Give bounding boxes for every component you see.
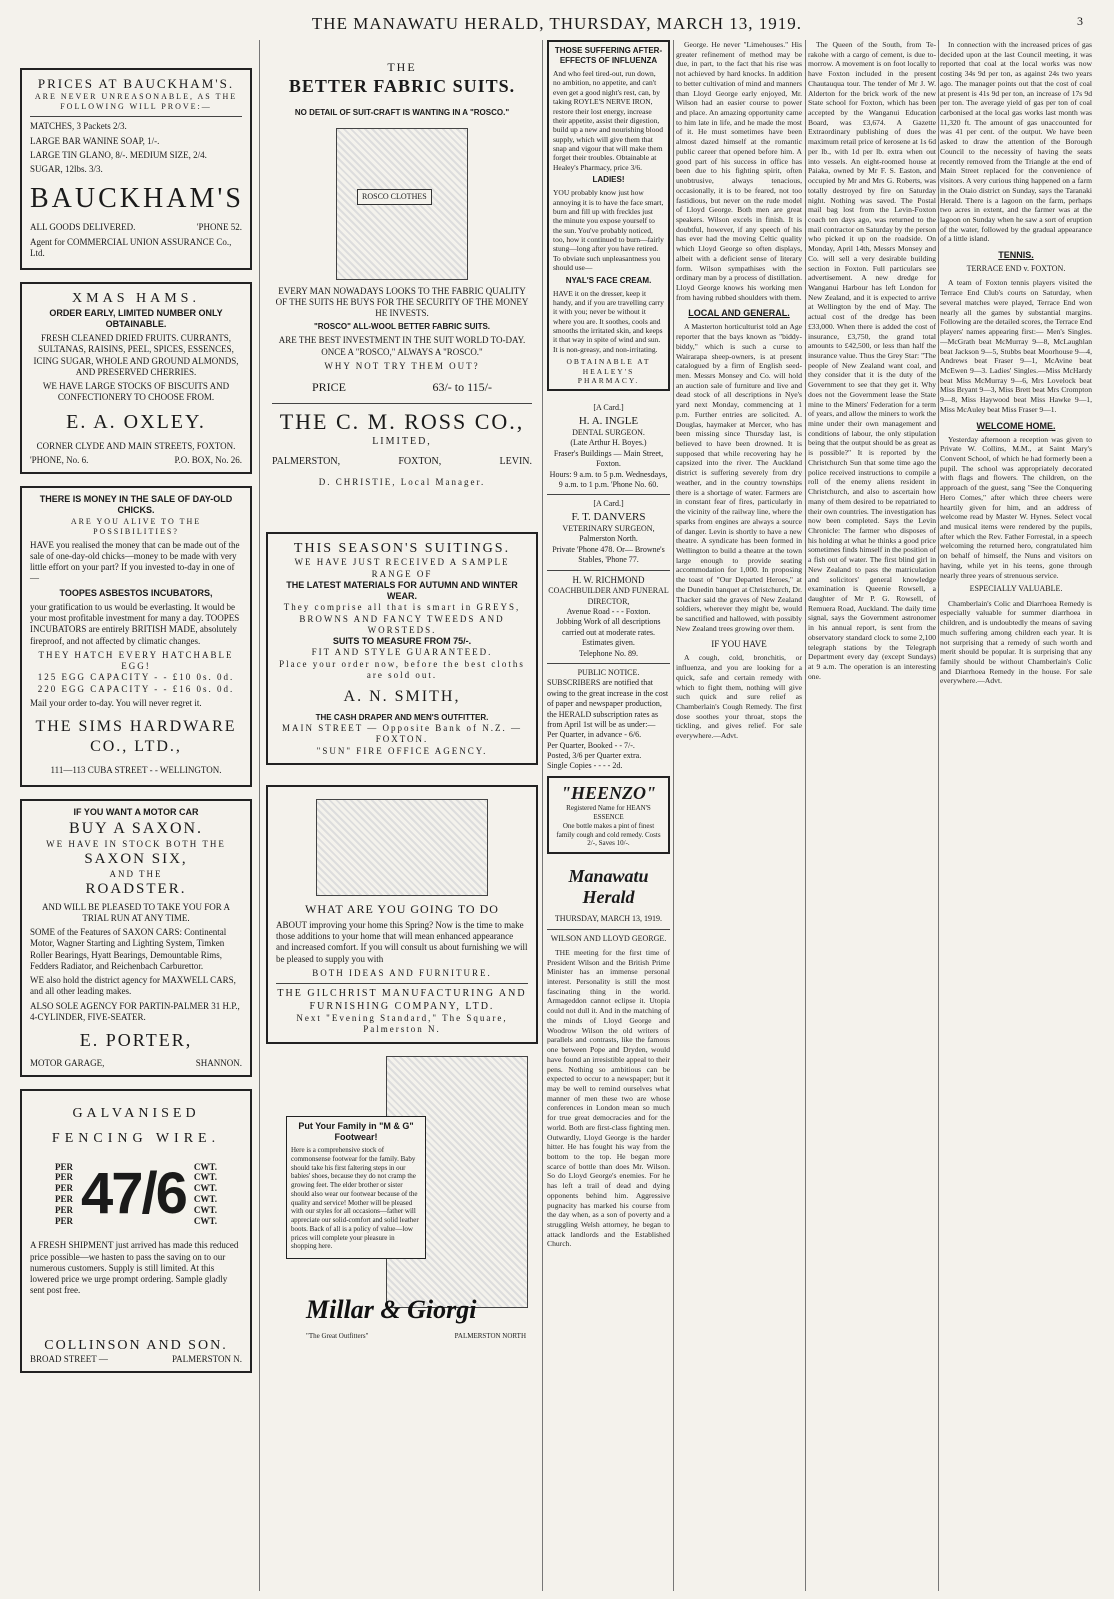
danvers-phone: Private 'Phone 478. Or— Browne's Stables, 'Phone 77. <box>552 544 665 565</box>
local-general-body: A Masterton horticulturist told an Age reporter that the bays known as "biddy-biddy," which is such a curse to Wairarapa sheep-owners, is at present catalogued by a firm of English seed-men. Messrs Monsey and Co. will hold an auction sale of furniture and live and dead stock of all descriptions in Nye's yard next Monday, commencing at 1 p.m. Further entries are solicited. A. Douglas, haymaker at Mercer, who has been missing since Thursday last, is believed to have been drowned. It is supposed that while recovering hay he capsized into the river. The Auckland district is suffering severely from dry weather, and in the country townships there is a shortage of water. Farmers are in constant fear of fires, particularly in the vicinity of the railway line, where the sparks from engines are always a source of danger. Levin is shortly to have a new theatre. A syndicate has been formed in Wellington to build a theatre at the town large enough to provide seating accommodation for 1,000. In proposing the toast of "Our Departed Heroes," at the Dunedin banquet at Christchurch, Dr. Thacker said the graves of New Zealand soldiers, wherever they might be, would be sanctified and hallowed, with possibly New Zealand trees growing over them. <box>676 322 802 633</box>
millar-town: PALMERSTON NORTH <box>454 1331 526 1340</box>
royle-body: And who feel tired-out, run down, no ambition, no appetite, and can't even get a good night's rest, can, by taking ROYLE'S NERVE IRON, restore their lost energy, increase their appetite, assist their digestion, build up a new and nourishing blood supply, which will give them that snap and vigour that will make them forget their troubles. Obtainable at Healey's Pharmacy, price 3/6. <box>553 69 663 172</box>
richmond-body: Jobbing Work of all descriptions carried out at moderate rates. <box>556 617 661 637</box>
ross-label: ROSCO CLOTHES <box>357 189 432 205</box>
richmond-name: H. W. RICHMOND <box>572 574 645 585</box>
oxley-body-2: WE HAVE LARGE STOCKS OF BISCUITS AND CONFECTIONERY TO CHOOSE FROM. <box>42 381 230 403</box>
bauckham-delivered: ALL GOODS DELIVERED. <box>30 222 136 233</box>
bauckham-ad <box>20 68 252 270</box>
millar-box <box>286 1116 426 1260</box>
ross-tag: "ROSCO" ALL-WOOL BETTER FABRIC SUITS. <box>313 322 491 332</box>
smith-line-1: WE HAVE JUST RECEIVED A SAMPLE RANGE OF <box>294 557 510 579</box>
ross-body: EVERY MAN NOWADAYS LOOKS TO THE FABRIC QUALITY OF THE SUITS HE BUYS FOR THE SECURITY OF THE MONEY HE INVESTS. <box>275 285 529 318</box>
oxley-subtitle: ORDER EARLY, LIMITED NUMBER ONLY OBTAINABLE. <box>49 307 223 329</box>
ingle-hours: Hours: 9 a.m. to 5 p.m. Wednesdays, 9 a.m. to 1 p.m. 'Phone No. 60. <box>549 469 668 489</box>
sims-body: HAVE you realised the money that can be made out of the sale of one-day-old chicks—money to be made with very little effort on your part? If you invested to-day in one of— <box>30 539 240 584</box>
ingle-address: Fraser's Buildings — Main Street, Foxton. <box>553 448 664 469</box>
ross-town: PALMERSTON, <box>272 456 341 467</box>
if-you-have-heading: IF YOU HAVE <box>711 639 767 650</box>
column-5 <box>808 40 936 1591</box>
sims-subtitle: ARE YOU ALIVE TO THE POSSIBILITIES? <box>70 516 202 536</box>
sims-capacity-125: 125 EGG CAPACITY - - £10 0s. 0d. <box>37 672 235 683</box>
sims-body-2: your gratification to us would be everlasting. It would be your most profitable investment for many a day. TOOPES INCUBATORS are entirely BRITISH MADE, absolutely fireproof, and not affected by climatic changes. <box>30 601 240 646</box>
millar-ad <box>266 1056 538 1346</box>
sims-address: 111—113 CUBA STREET - - WELLINGTON. <box>50 765 222 775</box>
gilchrist-both: BOTH IDEAS AND FURNITURE. <box>312 967 492 978</box>
heenzo-body: One bottle makes a pint of finest family cough and cold remedy. Costs 2/-, Saves 10/-. <box>556 821 661 848</box>
richmond-card <box>547 575 670 659</box>
ingle-late: (Late Arthur H. Boyes.) <box>570 438 647 448</box>
oxley-address: CORNER CLYDE AND MAIN STREETS, FOXTON. <box>36 440 236 451</box>
ross-why: WHY NOT TRY THEM OUT? <box>324 360 480 371</box>
smith-line-3: They comprise all that is smart in GREYS, BROWNS AND FANCY TWEEDS AND WORSTEDS. <box>283 602 521 635</box>
column-3 <box>547 40 670 1591</box>
notice-rate: Per Quarter, Booked - - 7/-. <box>547 740 635 750</box>
bauckham-item: MATCHES, 3 Packets 2/3. <box>30 121 127 132</box>
gilchrist-ad <box>266 785 538 1044</box>
porter-garage: MOTOR GARAGE, <box>30 1057 105 1068</box>
cream-heading: NYAL'S FACE CREAM. <box>565 275 652 285</box>
millar-title: Put Your Family in "M & G" Footwear! <box>298 1120 414 1142</box>
richmond-telephone: Telephone No. 89. <box>579 648 638 658</box>
danvers-name: F. T. DANVERS <box>571 510 646 523</box>
masthead-title: THE MANAWATU HERALD, THURSDAY, MARCH 13, 1919. <box>311 14 803 33</box>
porter-features: SOME of the Features of SAXON CARS: Continental Motor, Wagner Starting and Lighting System, Timken Roller Bearings, Hyatt Bearings, Demountable Rims, Fedders Radiator, and Reichenbach Carburettor. <box>30 927 227 971</box>
porter-name: E. PORTER, <box>79 1030 193 1050</box>
porter-town: SHANNON. <box>195 1057 242 1068</box>
column-2 <box>266 40 538 1591</box>
tennis-heading: TENNIS. <box>998 250 1034 261</box>
cream-body: HAVE it on the dresser, keep it handy, and if you are travelling carry it with you; never be without it where you are. It soothes, cools and smooths the irritated skin, and keeps it that way in spite of wind and sun. It is non-greasy, and non-irritating. <box>553 288 664 354</box>
heenzo-subtitle: Registered Name for HEAN'S ESSENCE <box>566 804 651 822</box>
especially-heading: ESPECIALLY VALUABLE. <box>969 584 1063 594</box>
porter-ad <box>20 799 252 1077</box>
sims-order: Mail your order to-day. You will never regret it. <box>30 697 202 708</box>
bauckham-agent: Agent for COMMERCIAL UNION ASSURANCE Co., Ltd. <box>30 236 232 258</box>
collinson-town: PALMERSTON N. <box>171 1354 242 1364</box>
if-you-have-body: A cough, cold, bronchitis, or influenza, and you are looking for a quick, safe and certain remedy with which to fight them, nothing will give such quick and sure relief as Chamberlain's Cough Remedy. The first dose soothes your throat, stops the tickling, and gives relief. For sale everywhere.—Advt. <box>676 653 802 741</box>
gilchrist-title: WHAT ARE YOU GOING TO DO <box>305 901 499 916</box>
bauckham-name: BAUCKHAM'S <box>30 183 244 215</box>
sims-name: THE SIMS HARDWARE CO., LTD., <box>35 718 237 755</box>
millar-body: Here is a comprehensive stock of commonsense footwear for the family. Baby should take his first faltering steps in our babies' shoes, because they do not cramp the growing feet. The elder brother or sister should also wear our footwear because of the quality and service! Mother will be pleased with our styles for all occasions—father will appreciate our solid-comfort and solid leather boots. Back of all is a policy of value—low prices will complete your pleasure in shopping here. <box>291 1146 419 1251</box>
porter-title: BUY A SAXON. <box>68 819 204 837</box>
ross-town: FOXTON, <box>398 456 442 467</box>
bauckham-item: SUGAR, 12lbs. 3/3. <box>30 164 103 174</box>
collinson-price: 47/6 <box>81 1160 186 1226</box>
ross-the: THE <box>387 60 417 74</box>
gilchrist-body: ABOUT improving your home this Spring? Now is the time to make those additions to your home that will mean enhanced appearance and increased comfort. If you will consult us about furnishing we will be pleased to supply you with <box>276 919 528 964</box>
newspaper-flag: Manawatu Herald <box>568 866 649 908</box>
column-rule <box>938 40 939 1591</box>
editorial-continued: George. He never "Limehouses." His greater refinement of method may be due, in part, to the fact that his rise was not achieved by hard knocks. In addition to better cultivation of mind and manners than Lloyd George early enjoyed, Mr. Wilson had an easier course to power and place. An amazing opportunity came to him late in life, and he made the most of it. He must sometimes have been almost dazed himself at the romantic public career that opened before him. A good part of his success in office has been due to his fighting spirit, often unobtrusive, always tenacious, occasionally, it is to be feared, not too fastidious, but never on the rude model of Lloyd George. Both men are great speakers. Wilson excels in finish. It is doubtful, however, if any speech of his has ever had the moving Celtic quality which Lloyd George so often displays, albeit with a deficient sense of literary form. Wilson sympathises with the ordinary man by a process of distillation. Lloyd George knows his working men from having rubbed shoulders with them. <box>676 40 802 302</box>
obtainable: OBTAINABLE AT HEALEY'S PHARMACY. <box>566 357 651 385</box>
ingle-card <box>547 403 670 490</box>
ross-price-label: PRICE <box>312 380 347 394</box>
sims-ad <box>20 486 252 787</box>
smith-line-6: Place your order now, before the best cloths are sold out. <box>279 658 525 680</box>
ross-illustration <box>336 128 468 280</box>
tennis-body: A team of Foxton tennis players visited the Terrace End Club's courts on Saturday, when several matches were played, Terrace End won nearly all the games by substantial margins. Following are the detailed scores, the Terrace End players' names appearing first:— Men's Singles.—McGrath beat McMurray 9—8, McLaughlan beat Jackson 9—5, Stubbs beat Moorhouse 9—4, Andrews beat Fraser 9—1, McAvine beat McEwen 9—3. Ladies' Singles.—Miss McHardy beat Miss McMurray 9—6, Mrs Lovelock beat Miss Bryant 9—3, Miss Brett beat Mrs Crompton 9—8, Miss Haywood beat Miss Hawke 9—1, Miss McAuley beat Miss Fraser 9—1. <box>940 278 1092 414</box>
column-rule <box>542 40 543 1591</box>
per-column: PER PER PER PER PER PER <box>55 1161 73 1226</box>
ladies-heading: LADIES! <box>592 175 625 185</box>
richmond-address: Avenue Road - - - Foxton. <box>566 607 651 616</box>
sims-title: THERE IS MONEY IN THE SALE OF DAY-OLD CHICKS. <box>39 494 233 516</box>
notice-rate: Per Quarter, in advance - 6/6. <box>547 730 642 740</box>
ingle-name: H. A. INGLE <box>578 414 639 427</box>
collinson-title-2: FENCING WIRE. <box>51 1131 221 1147</box>
welcome-body: Yesterday afternoon a reception was given to Private W. Collins, M.M., at Saint Mary's Convent School, of which he had formerly been a pupil. The school was appropriately decorated with flags and flowers. The children, on the approach of the guest, sang "See the Conquering Hero Comes," after which three cheers were heartily given for him, and an address of welcome read by Master W. Hynes. Select vocal and musical items were rendered by the pupils, after which the Rev. Father Forrestal, in a speech welcoming the returned hero, congratulated him on behalf of himself, the Nuns and visitors on having, while yet in his teens, gone through nearly three years of strenuous service. <box>940 434 1092 580</box>
smith-title: THIS SEASON'S SUITINGS. <box>293 540 511 556</box>
cwt-column: CWT. CWT. CWT. CWT. CWT. CWT. <box>193 1161 217 1226</box>
ross-best: ARE THE BEST INVESTMENT IN THE SUIT WORLD TO-DAY. ONCE A "ROSCO," ALWAYS A "ROSCO." <box>278 335 526 357</box>
royle-ad <box>547 40 670 391</box>
column-4 <box>676 40 802 1591</box>
ingle-role: DENTAL SURGEON. <box>572 427 645 437</box>
sims-hatch: THEY HATCH EVERY HATCHABLE EGG! <box>38 649 234 671</box>
oxley-title: XMAS HAMS. <box>72 291 200 306</box>
porter-stock: WE HAVE IN STOCK BOTH THE <box>46 838 226 849</box>
millar-slogan: "The Great Outfitters" <box>306 1331 369 1340</box>
local-general-heading: LOCAL AND GENERAL. <box>688 308 790 319</box>
local-news-body: The Queen of the South, from Te-rakohe with a cargo of cement, is due to-morrow. A movement is on foot locally to have Foxton included in the present Chautauqua tour. The tender of Mr J. W. Alderton for the brick work of the new State school for Foxton, which has been accepted by the Wanganui Education Board, was £3,674. A Gazette Extraordinary publishing of dues the maximum retail price of kerosene at 1s 6d per lb., with 1d per lb. extra when out into vessels. An eight-roomed house at Paiaka, owned by Mr F. S. Easton, and occupied by Mr and Mrs G. Roberts, was totally destroyed by fire on Saturday night. Nothing was saved. The Postal mail bag lost from the Levin-Foxton coach ten days ago, was returned to the mail contractor on Saturday by the person who picked it up on the roadside. On Monday, April 14th, Messrs Monsey and Co. will sell a very desirable building section in Foxton. Full particulars see advertisement. A new dredge for Wanganui Harbour has left London for New Zealand, and it is expected to arrive at Wellington by the end of May. The actual cost of the dredge has been £33,000. When there is added the cost of insurance, £3,750, the grand total amounts to £42,500, or less than half the insurance value. Thus the Grey Star: "The people of New Zealand want coal, and they consider that it is the duty of the Government to see that they get it. Why does not the Government lease the State mine to the Miners' Federation for a term of years, and allow the miners to work the mine under their own management and conditions of labour, the only stipulation being that the output should be as great as is possible?" It is reported by the Christchurch Sun that some time ago the police received instructions to compile a roll of the enemy aliens resident in Christchurch, and also to ascertain how many of them desired to be repatriated to their own countries. The investigation has now been completed. Says the Levin Chronicle: The farmer who disposes of his holding at what he thinks a good price sometimes finds himself in the position of a fish out of water. The first blind girl in New Zealand to pass the matriculation and solicitors' general knowledge examination is Queenie Rowsell, a daughter of Mr P. G. Rowsell, of Remuera Road, Auckland. The daily time signal, says the Government astronomer in his annual report, is sent from the observatory standard clock to some 2,100 telegraph stations by the Telegraph Department every day (except Sundays) at 9 a.m. The operation is an interesting one. <box>808 40 936 681</box>
bauckham-phone: 'PHONE 52. <box>196 222 242 233</box>
oxley-name: E. A. OXLEY. <box>66 410 206 433</box>
heenzo-ad <box>547 776 670 854</box>
editorial-heading: WILSON AND LLOYD GEORGE. <box>550 933 667 943</box>
card-label: [A Card.] <box>593 499 624 509</box>
oxley-body: FRESH CLEANED DRIED FRUITS. CURRANTS, SULTANAS, RAISINS, PEEL, SPICES, ESSENCES, ICING SUGAR, WHOLE AND GROUND ALMONDS, AND PRESERVED CHERRIES. <box>33 333 239 377</box>
smith-line-2: THE LATEST MATERIALS FOR AUTUMN AND WINTER WEAR. <box>286 579 518 601</box>
column-6 <box>940 40 1092 1591</box>
bauckham-item: LARGE TIN GLANO, 8/-. MEDIUM SIZE, 2/4. <box>30 149 207 160</box>
richmond-role: COACHBUILDER AND FUNERAL DIRECTOR, <box>548 586 669 606</box>
smith-line-5: FIT AND STYLE GUARANTEED. <box>311 647 493 658</box>
ross-title: BETTER FABRIC SUITS. <box>288 76 516 96</box>
sims-product: TOOPES ASBESTOS INCUBATORS, <box>59 587 213 598</box>
smith-agency: "SUN" FIRE OFFICE AGENCY. <box>316 745 488 756</box>
column-rule <box>673 40 674 1591</box>
card-label: [A Card.] <box>593 403 624 413</box>
porter-trial: AND WILL BE PLEASED TO TAKE YOU FOR A TRIAL RUN AT ANY TIME. <box>42 901 230 923</box>
page-number: 3 <box>1077 14 1084 28</box>
masthead <box>0 14 1114 34</box>
danvers-card <box>547 499 670 565</box>
editorial-body: THE meeting for the first time of President Wilson and the British Prime Minister has an immense personal interest. Personality is still the most fascinating thing in the world. Armageddon cannot eclipse it. Utopia could not dull it. And in the matching of the minds of Lloyd George and Woodrow Wilson the old writers of parallels and contrasts, like the famous one between Pope and Dryden, would have found an irresistible appeal to their pens. Nothing so ambitious can be expected to occur to a newspaper; but it may be well to remind ourselves what manner of men these two are whose conferences in London mean so much for true great democracies and for the world. Both are first-class fighting men. Outwardly, Lloyd George is the harder hitter. He has fought his way from the bottom to the top. He began more scarce of bottle than does Mr. Wilson. So do Lloyd George's enemies. For he has left a trail of dead and dying opponents behind him. Aggressive pugnacity has marked his course from the day when, as a son of poverty and a struggling Welsh attorney, he began to attack landlords and the Established Church. <box>547 947 670 1249</box>
porter-and: AND THE <box>109 868 163 879</box>
column-rule <box>259 40 260 1591</box>
bauckham-subtitle: ARE NEVER UNREASONABLE, AS THE FOLLOWING WILL PROVE:— <box>34 92 238 112</box>
gilchrist-address: Next "Evening Standard," The Square, Palmerston N. <box>296 1013 508 1035</box>
porter-saxon-six: SAXON SIX, <box>84 850 188 867</box>
oxley-phone: 'PHONE, No. 6. <box>30 454 89 465</box>
ross-town: LEVIN. <box>499 456 532 467</box>
ross-name: THE C. M. ROSS CO., <box>279 409 525 434</box>
issue-date: THURSDAY, MARCH 13, 1919. <box>554 914 663 924</box>
collinson-price-block <box>30 1158 242 1231</box>
danvers-role: VETERINARY SURGEON, Palmerston North. <box>562 523 655 544</box>
bauckham-title: PRICES AT BAUCKHAM'S. <box>37 76 235 91</box>
notice-rate: Posted, 3/6 per Quarter extra. <box>547 751 642 761</box>
smith-line-4: SUITS TO MEASURE FROM 75/-. <box>332 636 472 646</box>
sims-capacity-220: 220 EGG CAPACITY - - £16 0s. 0d. <box>37 683 235 694</box>
ross-subtitle: NO DETAIL OF SUIT-CRAFT IS WANTING IN A "ROSCO." <box>294 107 510 117</box>
column-1 <box>20 40 252 1591</box>
gilchrist-name: THE GILCHRIST MANUFACTURING AND FURNISHING COMPANY, LTD. <box>277 988 527 1012</box>
ross-price: 63/- to 115/- <box>432 380 492 394</box>
notice-heading: PUBLIC NOTICE. <box>577 667 640 677</box>
ladies-body: YOU probably know just how annoying it is to have the face smart, burn and fill up with freckles just the minute you expose yourself to the sun. You've probably noticed, too, how it continued to burn—fairly stung—long after you have retired. To obviate such unpleasantness you should use— <box>553 188 664 273</box>
tennis-subheading: TERRACE END v. FOXTON. <box>966 264 1066 274</box>
especially-body: Chamberlain's Colic and Diarrhoea Remedy is especially valuable for summer diarrhoea in children, and is undoubtedly the means of saving much suffering among children each year. It is not surprising that a remedy of such worth and merit should be popular. It is surprising that any family should be without Chamberlain's Colic and Diarrhoea Remedy in the house. For sale everywhere.—Advt. <box>940 598 1092 686</box>
collinson-body: A FRESH SHIPMENT just arrived has made this reduced price possible—we hasten to pass the saving on to our numerous customers. Supply is still limited. At this lowered price we urge prompt ordering. Sample gladly sent post free. <box>30 1240 239 1296</box>
notice-body: SUBSCRIBERS are notified that owing to the great increase in the cost of paper and newspaper production, the HERALD subscription rates as from April 1st will be as under:— <box>547 678 669 729</box>
richmond-estimates: Estimates given. <box>582 638 635 648</box>
ross-manager: D. CHRISTIE, Local Manager. <box>318 476 486 487</box>
public-notice <box>547 668 670 772</box>
gas-news-body: In connection with the increased prices of gas decided upon at the last Council meeting, it was reported that coal at the local works was now costing 34s 9d per ton, as against 24s two years ago. The manager points out that the cost of coal at present is 41s 9d per ton, an increase of 17s 9d per ton. The average yield of gas per ton of coal carbonised at the local gas works last month was 11,320 ft. The amount of gas unaccounted for was 41 per cent. of the output. We have been asked to draw the attention of the Borough Council to the necessity of having the seats recently removed from the Triangle at the end of Main Street replaced for the convenience of visitors. A very curious thing happened on a farm in the Otaio district on Sunday, says the Taranaki Herald. There is a lagoon on the farm, perhaps two acres in extent, and the farmer was at the lagoon on Sunday when he saw a sort of eruption of the water, followed by the gradual appearance of a little island. <box>940 40 1092 244</box>
royle-title: THOSE SUFFERING AFTER-EFFECTS OF INFLUENZA <box>554 46 663 65</box>
oxley-box: P.O. BOX, No. 26. <box>174 454 242 465</box>
collinson-street: BROAD STREET — <box>30 1354 108 1364</box>
welcome-heading: WELCOME HOME. <box>976 420 1056 431</box>
ross-limited: LIMITED, <box>372 435 432 447</box>
smith-name: A. N. SMITH, <box>343 688 461 705</box>
ross-ad <box>266 40 538 492</box>
column-rule <box>805 40 806 1591</box>
collinson-title-1: GALVANISED <box>72 1105 200 1121</box>
bauckham-item: LARGE BAR WANINE SOAP, 1/-. <box>30 135 160 146</box>
porter-agency-2: ALSO SOLE AGENCY FOR PARTIN-PALMER 31 H.P., 4-CYLINDER, FIVE-SEATER. <box>30 1000 240 1022</box>
notice-rate: Single Copies - - - - 2d. <box>547 761 623 771</box>
smith-ad <box>266 532 538 765</box>
collinson-name: COLLINSON AND SON. <box>44 1337 228 1353</box>
millar-brand: Millar & Giorgi <box>306 1294 477 1324</box>
porter-roadster: ROADSTER. <box>85 880 187 897</box>
oxley-ad <box>20 282 252 474</box>
smith-address: MAIN STREET — Opposite Bank of N.Z. — FOXTON. <box>281 723 523 745</box>
heenzo-title: "HEENZO" <box>561 782 656 803</box>
smith-role: THE CASH DRAPER AND MEN'S OUTFITTER. <box>315 713 489 722</box>
porter-lead: IF YOU WANT A MOTOR CAR <box>73 807 199 818</box>
porter-agency: WE also hold the district agency for MAXWELL CARS, and all other leading makes. <box>30 975 236 997</box>
gilchrist-illustration <box>316 799 488 896</box>
collinson-ad <box>20 1089 252 1374</box>
